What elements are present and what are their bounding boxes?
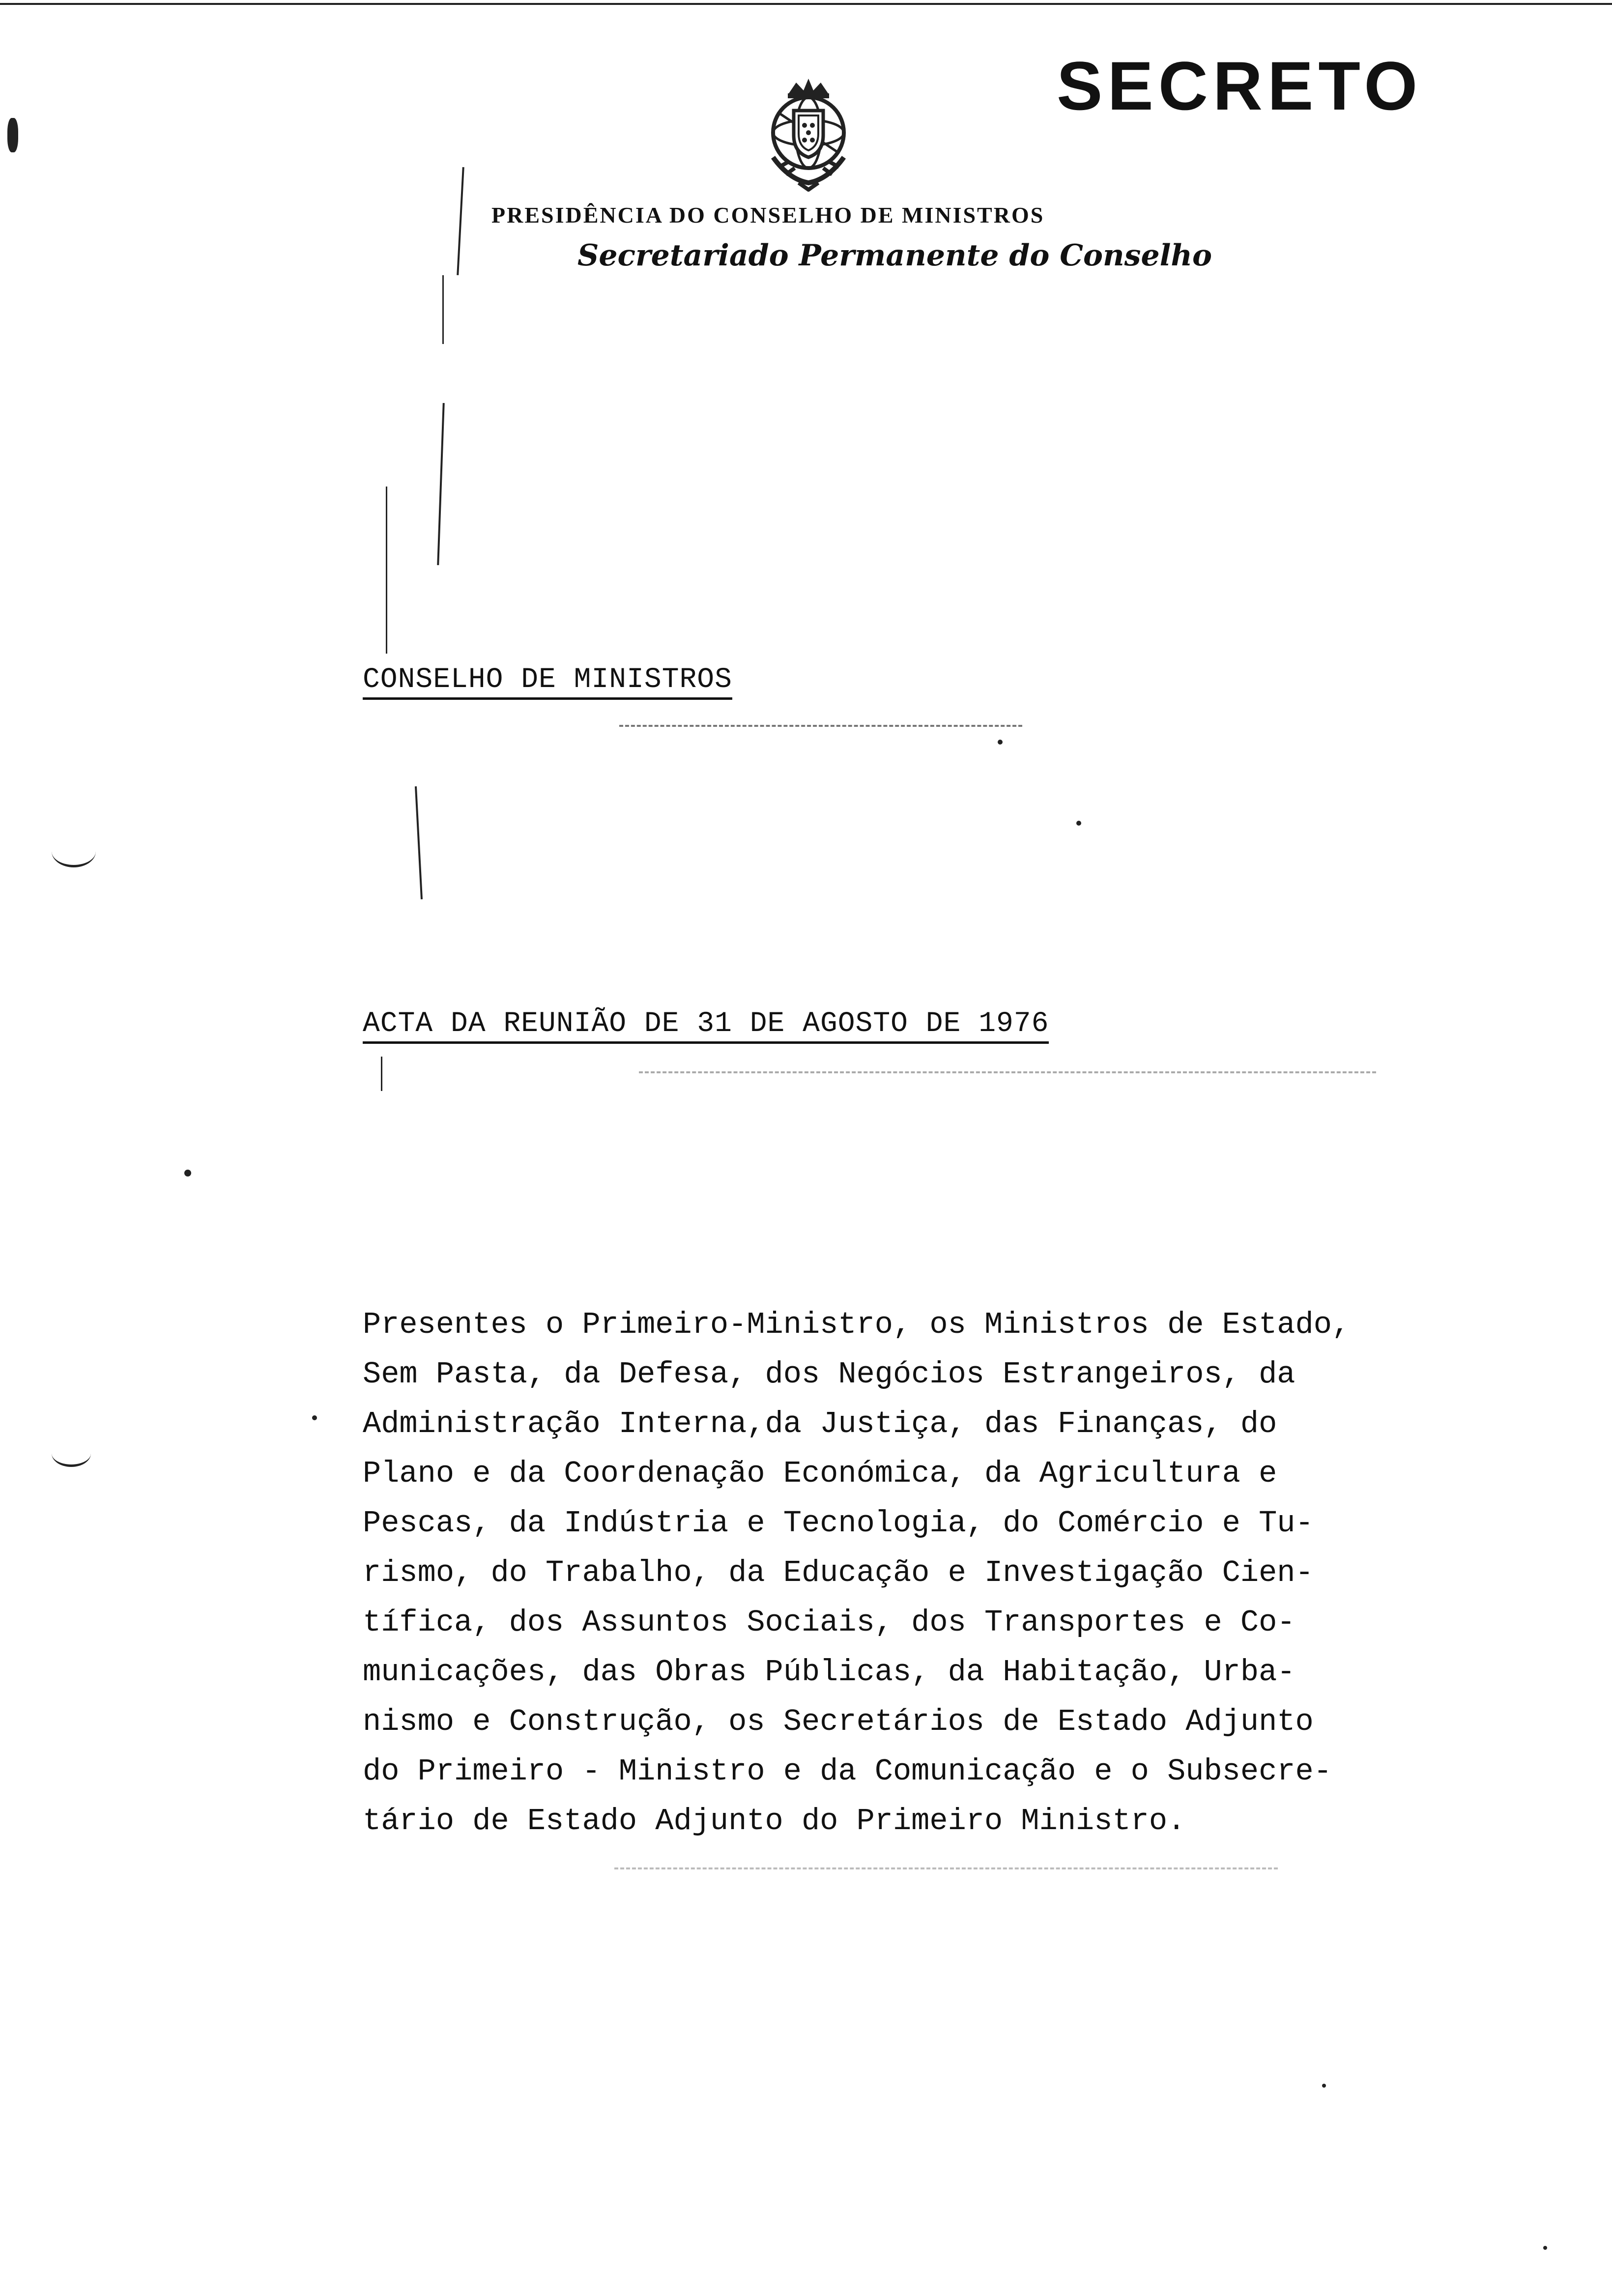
scan-speck	[998, 740, 1003, 745]
minutes-heading: ACTA DA REUNIÃO DE 31 DE AGOSTO DE 1976	[363, 1010, 1049, 1044]
paragraph-line: Presentes o Primeiro-Ministro, os Ministros de Estado,	[363, 1307, 1351, 1342]
paragraph-line: Sem Pasta, da Defesa, dos Negócios Estrangeiros, da	[363, 1357, 1295, 1392]
scan-speck	[184, 1170, 191, 1177]
coat-of-arms-icon	[749, 74, 867, 192]
scan-line	[386, 487, 387, 654]
paragraph-line: Administração Interna,da Justiça, das Finanças, do	[363, 1406, 1277, 1441]
paragraph-line: do Primeiro - Ministro e da Comunicação e o Subsecre-	[363, 1754, 1332, 1789]
scan-speck	[1322, 2084, 1326, 2088]
dashed-rule	[619, 725, 1022, 727]
attendees-paragraph	[363, 1300, 1459, 1846]
binder-hole-mark	[52, 1440, 91, 1467]
scan-line	[457, 167, 464, 275]
paragraph-line: tífica, dos Assuntos Sociais, dos Transportes e Co-	[363, 1605, 1295, 1640]
paragraph-line: Pescas, da Indústria e Tecnologia, do Comércio e Tu-	[363, 1506, 1314, 1541]
council-heading: CONSELHO DE MINISTROS	[363, 666, 732, 700]
classification-stamp: SECRETO	[1057, 47, 1423, 124]
paragraph-line: tário de Estado Adjunto do Primeiro Ministro.	[363, 1804, 1186, 1838]
paragraph-line: Plano e da Coordenação Económica, da Agricultura e	[363, 1456, 1277, 1491]
scan-speck	[312, 1415, 317, 1420]
scan-line	[437, 403, 445, 565]
organization-name: PRESIDÊNCIA DO CONSELHO DE MINISTROS	[491, 202, 1045, 228]
paragraph-line: municações, das Obras Públicas, da Habitação, Urba-	[363, 1655, 1295, 1690]
scan-speck	[1543, 2246, 1547, 2250]
scan-speck	[7, 118, 18, 152]
paragraph-line: nismo e Construção, os Secretários de Estado Adjunto	[363, 1704, 1314, 1739]
scan-line	[442, 275, 444, 344]
scan-line	[415, 786, 423, 899]
page-top-border	[0, 3, 1612, 5]
paragraph-line: rismo, do Trabalho, da Educação e Investigação Cien-	[363, 1555, 1314, 1590]
scan-speck	[1076, 821, 1081, 826]
binder-hole-mark	[52, 835, 96, 867]
dashed-rule	[614, 1867, 1278, 1869]
department-name: Secretariado Permanente do Conselho	[577, 238, 1212, 273]
scan-line	[381, 1057, 382, 1091]
dashed-rule	[639, 1071, 1376, 1073]
